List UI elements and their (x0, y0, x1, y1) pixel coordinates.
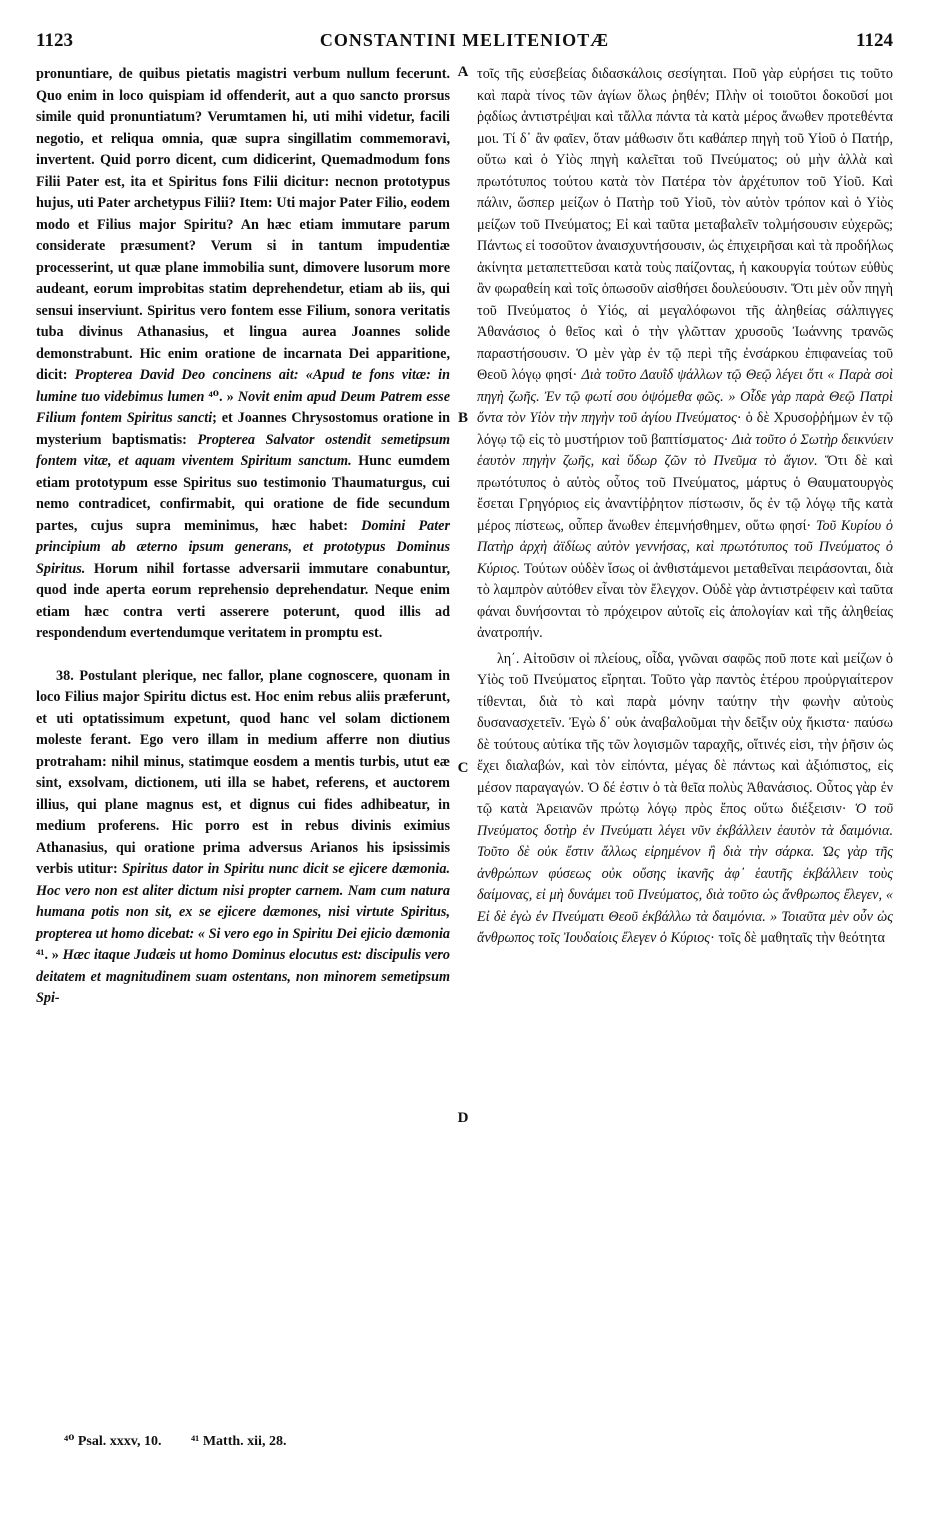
text-run: Propterea Salvator ostendit semetipsum fontem vitæ, et aquam viventem Spiritum sanctum. (36, 431, 450, 469)
text-run: Τοῦ Κυρίου ὁ Πατὴρ ἀρχὴ ἀϊδίως αὐτὸν γεννήσας, καὶ πρωτότυπος τοῦ Πνεύματος ὁ Κύριος. (477, 517, 893, 577)
text-run: Hunc eumdem etiam prototypum esse Spiritus suo testimonio Thaumaturgus, cui nemo contradicet, confirmabit, qui oratione de fide secundum partes, cujus supra meminimus, hæc habet: (36, 453, 450, 534)
text-run: Propterea David Deo concinens ait: «Apud te fons vitæ: in lumine tuo videbimus lumen (36, 367, 450, 405)
latin-paragraph-2 (36, 666, 450, 1010)
page-number-right: 1124 (856, 30, 893, 51)
text-run: · τοῖς δὲ μαθηταῖς τὴν θεότητα (710, 930, 885, 946)
greek-paragraph-2 (477, 649, 893, 950)
text-run: 38. Postulant plerique, nec fallor, plane cognoscere, quonam in loco Filius major Spiritu dictus est. Hoc enim rebus aliis præferunt, et uti optatissimum expetunt, quod hanc vel solam dictionem moleste ferant. Ego vero illam in medium afferre non diutius protraham: nihil minus, statimque eosdem a mentis turbis, utut eæ sint, exsolvam, dictionem, uti illa se habet, referens, et auctorem illius, qui plane magnus est, et dignus cui fides adhibeatur, in medium proferens. Hic porro est in rebus divinis eximius Athanasius, qui oratione prima adversus Arianos his ipsissimis verbis utitur: (36, 667, 450, 877)
text-run: Τούτων οὐδὲν ἴσως οἱ ἀνθιστάμενοι μεταθεῖναι πειράσονται, διὰ τὸ λαμπρὸν αὐτόθεν εἶναι τὸν ἔλεγχον. Οὐδὲ γὰρ ἀντιστρέφειν καὶ ταῦτα φάναι δυνήσονται τὸ πρόχειρον αὐτοῖς εἰς ἀπολογίαν καὶ τῆς ἀληθείας ἀνατροπήν. (477, 560, 893, 641)
text-run: Ὁ τοῦ Πνεύματος δοτὴρ ἐν Πνεύματι λέγει νῦν ἐκβάλλειν ἑαυτὸν τὰ δαιμόνια. Τοῦτο δὲ οὐκ ἔστιν ἄλλως εἰρημένον ἢ διὰ τὴν σάρκα. Ὡς γὰρ τῆς ἀνθρώπων φύσεως οὐκ οὔσης ἱκανῆς ἀφ᾽ ἑαυτῆς ἐκβάλλειν τοὺς δαίμονας, εἰ μὴ δυνάμει τοῦ Πνεύματος, διὰ τοῦτο ὡς ἄνθρωπος ἔλεγεν, « Εἰ δὲ ἐγὼ ἐν Πνεύματι Θεοῦ ἐκβάλλω τὰ δαιμόνια. » Τοιαῦτα μὲν οὖν ὡς ἄνθρωπος τοῖς Ἰουδαίοις ἔλεγεν ὁ Κύριος (477, 801, 893, 946)
page-header (36, 30, 893, 60)
page-number-left: 1123 (36, 30, 73, 51)
text-run: Domini Pater principium ab æterno ipsum generans, et prototypus Dominus Spiritus. (36, 517, 450, 577)
latin-column (36, 64, 450, 1010)
text-run: · ὁ δὲ Χρυσοῤῥήμων ἐν τῷ λόγῳ τῷ εἰς τὸ μυστήριον τοῦ βαπτίσματος· (477, 410, 893, 448)
running-title: CONSTANTINI MELITENIOTÆ (319, 30, 610, 50)
footnotes (64, 1433, 312, 1450)
text-run: τοῖς τῆς εὐσεβείας διδασκάλοις σεσίγηται. Ποῦ γὰρ εὑρήσει τις τοῦτο καὶ παρὰ τίνος τῶν ἁγίων ὅλως ῥηθέν; Πλὴν οἱ τοιοῦτοι δοκοῦσί μοι ῥᾳδίως ἀντιστρέψαι καὶ τἄλλα πάντα τὰ κατὰ μέρος ἄνωθεν προτεθέντα μοι. Τί δ᾽ ἂν φαῖεν, ὅταν μάθωσιν ὅτι καθάπερ πηγὴ τοῦ Υἱοῦ ὁ Πατήρ, οὕτω καὶ ὁ Υἱὸς πηγὴ καλεῖται τοῦ Πνεύματος; οὐ μὴν ἀλλὰ καὶ πρωτότυπος τούτου κατὰ τὸν Πατέρα τὸν ἀρχέτυπον τοῦ Υἱοῦ. Καὶ πάλιν, ὥσπερ μείζων ὁ Πατὴρ τοῦ Υἱοῦ, τὸν αὐτὸν τρόπον καὶ ὁ Υἱὸς μείζων τοῦ Πνεύματος; Εἰ καὶ ταῦτα μεταβαλεῖν τολμήσουσιν εὐχερῶς; Πάντως εἰ τοσοῦτον ἀναισχυντήσουσιν, ὡς ἐπιχειρῆσαι καὶ τὰ προδήλως ἀκίνητα μεταπεττεῦσαι κατὰ τοὺς παίζοντας, ἡ κακουργία τούτων εὐθὺς ἂν φωραθείη καὶ τοῖς ὁπωσοῦν αἰσθήσει δουλεύουσιν. Ὅτι μὲν οὖν πηγὴ τοῦ Πνεύματος ὁ Υἱός, αἱ μεγαλόφωνοι τῆς ἀληθείας σάλπιγγες Ἀθανάσιος ὁ θεῖος καὶ ὁ τὴν γλῶτταν χρυσοῦς Ἰωάννης τρανῶς παραστήσουσιν. Ὁ μὲν γὰρ ἐν τῷ περὶ τῆς ἐνσάρκου ἐπιφανείας τοῦ Θεοῦ λόγῳ φησί· (477, 66, 893, 383)
greek-column (477, 64, 893, 950)
text-run: ⁴¹. » (36, 947, 63, 963)
latin-paragraph-1 (36, 64, 450, 645)
text-run: Horum nihil fortasse adversarii immutare conabuntur, quod inde aperta eorum reprehensio deprehendatur. Neque enim etiam hæc contra verti asserere poterunt, quod illis ad respondendum evertendumque veritatem in promptu est. (36, 560, 450, 641)
text-run: λη΄. Αἰτοῦσιν οἱ πλείους, οἶδα, γνῶναι σαφῶς ποῦ ποτε καὶ μείζων ὁ Υἱὸς τοῦ Πνεύματος εἴρηται. Τοῦτο γὰρ παντὸς ἑτέρου προὐργιαίτερον τίθενται, διὰ τὸ καὶ παρὰ μόνην ταύτην τὴν φωνὴν αὐτοὺς δυσανασχετεῖν. Ἐγὼ δ᾽ οὐκ ἀναβαλοῦμαι τὴν δεῖξιν οὐχ ἥκιστα· παύσω δὲ τούτους αὐτίκα τῆς τῶν λογισμῶν ταραχῆς, οἵτινές εἰσι, τὴν ῥῆσιν ὡς ἔχει διαλαβών, καὶ τὸν εἰπόντα, μέγας δὲ πάντως καὶ ἀξιόπιστος, εἰς μέσον παραγαγών. Ὁ δέ ἐστιν ὁ τὰ θεῖα πολὺς Ἀθανάσιος. Οὗτος γὰρ ἐν τῷ κατὰ Ἀρειανῶν πρώτῳ λόγῳ πρὸς ἔπος οὕτω διέξεισιν· (477, 650, 893, 817)
margin-marker-d: D (457, 1110, 469, 1126)
footnote-40: ⁴⁰ Psal. xxxv, 10. (64, 1434, 162, 1449)
text-run: Ὅτι δὲ καὶ πρωτότυπος ὁ αὐτὸς οὗτος τοῦ Πνεύματος, μάρτυς ὁ Θαυματουργὸς ἔσεται Γρηγόριος εἰς ἀναντίῤῥητον πίστωσιν, ὅς ἐν τῷ λόγῳ τῆς κατὰ μέρος πίστεως, οὗπερ ἄνωθεν ἐπεμνήσθημεν, οὕτω φησί· (477, 453, 893, 534)
margin-marker-c: C (457, 760, 469, 776)
text-run: ⁴⁰. » (204, 388, 238, 405)
text-run: pronuntiare, de quibus pietatis magistri verbum nullum fecerunt. Quo enim in loco quispiam id offenderit, aut a quo sancto prorsus simile quid pronuntiatum? Verumtamen hi, uti mihi videtur, facili negotio, et reliqua omnia, quæ supra singillatim commemoravi, invertent. Quid porro dicent, cum didicerint, Quemadmodum fons Filii Pater est, ita et Spiritus fons Filii dicitur: necnon prototypus hujus, uti Pater archetypus Filii? Item: Uti major Pater Filio, eodem modo et Filius major Spiritu? An hæc etiam immutare parum considerate præsument? Verum si in tantum impudentiæ processerint, ut quæ plane immobilia sunt, dimovere lusorum more audeant, eorum improbitas statim deprehendetur, etiam ab iis, qui sensui inserviunt. Spiritus vero fontem esse Filium, sonora veritatis tuba divinus Athanasius, et lingua aurea Joannes solide demonstrabunt. Hic enim oratione de incarnata Dei apparitione, dicit: (36, 66, 450, 383)
margin-marker-b: B (457, 410, 468, 426)
greek-paragraph-1 (477, 64, 893, 645)
text-run: Hæc itaque Judæis ut homo Dominus elocutus est: discipulis vero deitatem et magnitudinem suam ostentans, non minorem semetipsum Spi- (36, 947, 450, 1006)
text-run: ; et Joannes Chrysostomus oratione in mysterium baptismatis: (36, 410, 450, 448)
text-run: Διὰ τοῦτο ὁ Σωτὴρ δεικνύειν ἑαυτὸν πηγὴν ζωῆς, καὶ ὕδωρ ζῶν τὸ Πνεῦμα τὸ ἅγιον. (477, 431, 893, 469)
text-run: Διὰ τοῦτο Δαυῒδ ψάλλων τῷ Θεῷ λέγει ὅτι « Παρὰ σοὶ πηγὴ ζωῆς. Ἐν τῷ φωτί σου ὀψόμεθα φῶς. » Οἶδε γὰρ παρὰ Θεῷ Πατρὶ ὄντα τὸν Υἱὸν τὴν πηγὴν τοῦ ἁγίου Πνεύματος (477, 367, 893, 426)
text-run: Novit enim apud Deum Patrem esse Filium fontem Spiritus sancti (36, 388, 450, 426)
text-run: Spiritus dator in Spiritu nunc dicit se ejicere dæmonia. Hoc vero non est aliter dictum nisi propter carnem. Nam cum natura humana potis non sit, ex se ejicere dæmones, nisi virtute Spiritus, propterea ut homo dicebat: « Si vero ego in Spiritu Dei ejicio dæmonia (36, 861, 450, 942)
margin-marker-a: A (457, 64, 469, 80)
footnote-41: ⁴¹ Matth. xii, 28. (190, 1434, 287, 1449)
